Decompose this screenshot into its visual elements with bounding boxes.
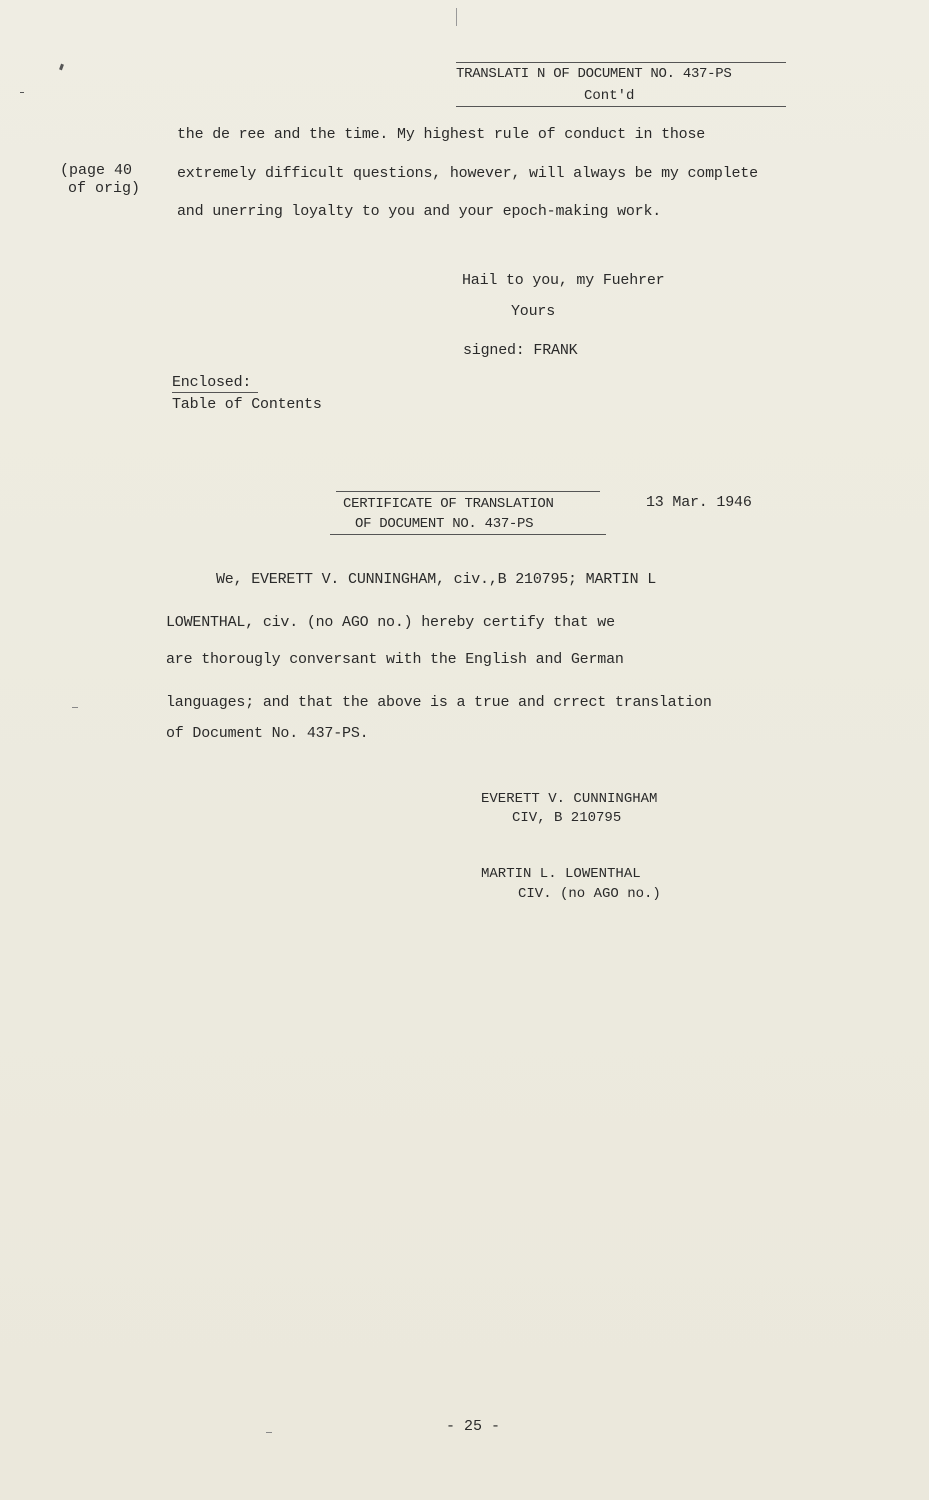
page-number: - 25 -	[446, 1418, 501, 1435]
signatory-2-id: CIV. (no AGO no.)	[518, 886, 661, 902]
stray-mark	[59, 64, 64, 71]
letter-line-3: and unerring loyalty to you and your epoch-making work.	[177, 203, 662, 220]
enclosed-underline	[172, 392, 258, 393]
certificate-line-4: languages; and that the above is a true and crrect translation	[166, 694, 712, 711]
certificate-subtitle: OF DOCUMENT NO. 437-PS	[355, 516, 534, 532]
document-header-title: TRANSLATI N OF DOCUMENT NO. 437-PS	[456, 66, 732, 82]
signatory-1-id: CIV, B 210795	[512, 810, 622, 826]
certificate-line-1: We, EVERETT V. CUNNINGHAM, civ.,B 210795; MARTIN L	[216, 571, 657, 588]
header-rule-bottom	[456, 106, 786, 107]
stray-mark	[72, 707, 78, 708]
certificate-title: CERTIFICATE OF TRANSLATION	[343, 496, 554, 512]
letter-yours: Yours	[511, 303, 556, 320]
certificate-rule-bottom	[330, 534, 606, 535]
margin-note-line-2: of orig)	[68, 180, 141, 197]
signatory-1-name: EVERETT V. CUNNINGHAM	[481, 791, 658, 807]
document-header-contd: Cont'd	[584, 88, 635, 104]
certificate-line-5: of Document No. 437-PS.	[166, 725, 369, 742]
stray-mark	[20, 92, 24, 93]
stray-mark	[456, 8, 457, 26]
signatory-2-name: MARTIN L. LOWENTHAL	[481, 866, 641, 882]
letter-line-2: extremely difficult questions, however, will always be my complete	[177, 165, 758, 182]
letter-closing: Hail to you, my Fuehrer	[462, 272, 665, 289]
certificate-rule-top	[336, 491, 600, 492]
margin-note-line-1: (page 40	[60, 162, 133, 179]
letter-line-1: the de ree and the time. My highest rule of conduct in those	[177, 126, 706, 143]
certificate-line-2: LOWENTHAL, civ. (no AGO no.) hereby certify that we	[166, 614, 615, 631]
enclosed-item: Table of Contents	[172, 396, 322, 413]
certificate-line-3: are thorougly conversant with the English and German	[166, 651, 624, 668]
header-rule-top	[456, 62, 786, 63]
enclosed-label: Enclosed:	[172, 374, 252, 391]
certificate-date: 13 Mar. 1946	[646, 494, 752, 511]
stray-mark	[266, 1432, 272, 1433]
letter-signature: signed: FRANK	[463, 342, 578, 359]
